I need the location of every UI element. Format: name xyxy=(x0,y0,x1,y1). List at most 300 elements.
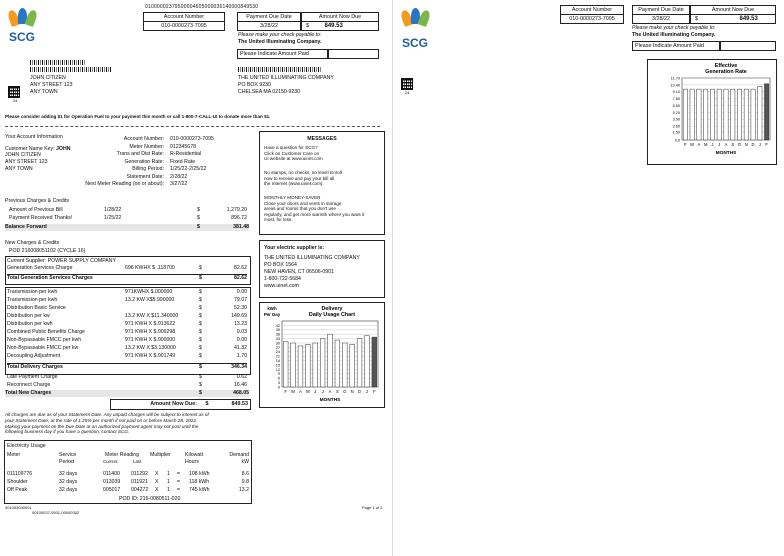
balance-label: Balance Forward xyxy=(5,224,47,230)
usage-h-multiplier: Multiplier xyxy=(150,452,171,458)
field-label: Next Meter Reading (on or about): xyxy=(85,181,164,187)
amount-due-value: 849.53 xyxy=(324,23,343,29)
new-charges-title: New Charges & Credits xyxy=(5,240,60,246)
message-1 xyxy=(264,145,323,162)
acct-customer-street: ANY STREET 123 xyxy=(5,159,48,165)
charge-currency: $ xyxy=(199,265,202,271)
customer-town: ANY TOWN xyxy=(30,89,58,95)
bar xyxy=(283,342,288,387)
charge-label: Distribution per kw xyxy=(7,313,50,319)
delivery-charge-row xyxy=(7,297,247,304)
charge-detail: 971KWHX $.000000 xyxy=(125,289,173,295)
charge-detail xyxy=(125,305,199,312)
customer-street: ANY STREET 123 xyxy=(30,82,73,88)
account-field-row xyxy=(60,159,250,166)
charge-detail: 13.2 KW X$5.990000 xyxy=(125,297,175,303)
charge-label: Combined Public Benefits Charge xyxy=(7,329,85,335)
charge-detail: 971 KWH X $.000000 xyxy=(125,337,176,343)
usage-cell-kwh: 108 kWh xyxy=(189,471,210,477)
charge-label: Generation Services Charge xyxy=(7,265,73,271)
account-field-row xyxy=(60,181,250,188)
field-value: Fixed Rate xyxy=(170,158,196,165)
charge-detail: 696 KWHX $ .118700 xyxy=(125,265,175,271)
charge-amount: 149.69 xyxy=(231,313,247,319)
messages-title: MESSAGES xyxy=(307,136,337,142)
usage-cell-mult: 1 xyxy=(167,471,170,477)
y-tick-label: 39 xyxy=(275,328,280,333)
bar xyxy=(758,86,762,140)
charge-detail: 971 KWH X $.013622 xyxy=(125,321,176,327)
charge-date: 1/28/22 xyxy=(104,207,122,213)
bar xyxy=(350,344,355,387)
x-tick-label: J xyxy=(718,142,721,147)
charge-currency: $ xyxy=(199,289,202,295)
x-tick-label: F xyxy=(373,389,376,394)
y-tick-label: 11.70 xyxy=(670,76,680,81)
x-tick-label: N xyxy=(350,389,354,394)
usage-h-current: Current xyxy=(103,459,118,464)
chart-xlabel: MONTHS xyxy=(319,398,341,403)
charge-currency: $ xyxy=(199,329,202,335)
account-number-label: Account Number xyxy=(560,5,624,15)
charge-detail: 971 KWH X $.001749 xyxy=(125,353,176,359)
x-tick-label: F xyxy=(684,142,687,147)
message-line: Close your doors and vents in storage xyxy=(264,200,342,206)
delivery-charge-row xyxy=(7,289,247,296)
field-label: Account Number: xyxy=(123,136,164,142)
x-tick-label: M xyxy=(306,389,310,394)
company-city: CHELSEA MA 02150-9230 xyxy=(238,89,301,95)
new-total-row xyxy=(5,390,249,397)
amount-due-value-box xyxy=(690,14,776,24)
footnote xyxy=(5,412,209,435)
account-field-row xyxy=(60,166,250,173)
charge-date: 1/25/22 xyxy=(104,215,122,221)
page-number: Page 1 of 2 xyxy=(362,505,383,510)
account-field-row xyxy=(60,174,250,181)
gen-charge-row xyxy=(7,265,247,272)
footnote-line: following business day if you have a question, contact SCG. xyxy=(5,429,130,435)
x-tick-label: A xyxy=(299,389,302,394)
y-tick-label: 33 xyxy=(275,337,280,341)
delivery-charge-row xyxy=(7,353,247,360)
x-tick-label: S xyxy=(731,142,735,147)
balance-currency: $ xyxy=(197,224,200,230)
bill-page-2 xyxy=(393,0,784,556)
usage-h-meter: Meter xyxy=(7,452,21,458)
currency-symbol: $ xyxy=(695,16,698,22)
balance-forward-row xyxy=(5,224,249,231)
bar xyxy=(298,346,303,387)
supplier-line: PO BOX 1564 xyxy=(264,262,297,268)
charge-amount: 9.03 xyxy=(236,329,247,335)
bar xyxy=(365,336,370,387)
delivery-charge-row xyxy=(7,337,247,344)
due-date-value: 3/28/22 xyxy=(632,14,690,24)
footnote-line: your Statement Date, at the rate of 1.25% per month if not paid on or before March 28, 2022. xyxy=(5,417,198,423)
bar xyxy=(372,337,377,387)
usage-cell-last: 011921 xyxy=(131,479,148,485)
account-info-title: Your Account Information xyxy=(5,134,63,140)
prev-charges-title: Previous Charges & Credits xyxy=(5,198,70,204)
x-tick-label: M xyxy=(291,389,295,394)
supplier-line: THE UNITED ILLUMINATING COMPANY xyxy=(264,255,360,261)
generation-rate-chart xyxy=(648,60,776,164)
prev-charge-row xyxy=(9,215,249,222)
usage-cell-mult: 1 xyxy=(167,487,170,493)
logo-leaf-green-icon xyxy=(418,9,432,27)
x-tick-label: J xyxy=(314,389,317,394)
y-tick-label: 2.60 xyxy=(672,124,680,129)
charge-currency: $ xyxy=(197,215,200,221)
usage-h-kwh: Kilowatt Hours xyxy=(185,452,204,465)
x-tick-label: M xyxy=(690,142,694,147)
account-number-value: 010-0000273-7095 xyxy=(143,21,225,31)
usage-cell-meter: 011109776 xyxy=(7,471,33,477)
y-tick-label: 30 xyxy=(275,341,280,346)
field-label: Billing Period: xyxy=(132,166,164,172)
qr-caption: 24 xyxy=(405,90,410,95)
acct-customer-town: ANY TOWN xyxy=(5,166,33,172)
charge-detail: 13.2 KW X $3.130000 xyxy=(125,345,176,351)
x-tick-label: A xyxy=(697,142,701,147)
message-line: now to receive and pay your bill all xyxy=(264,175,335,181)
charge-amount: 0.00 xyxy=(236,289,247,295)
usage-cell-meter: Off Peak xyxy=(7,487,28,493)
usage-cell-kwh: 745 kWh xyxy=(189,487,210,493)
logo-text: SCG xyxy=(402,36,429,50)
supplier-line: NEW HAVEN, CT 06506-0901 xyxy=(264,269,334,275)
qr-caption: 24 xyxy=(13,98,18,103)
total-value: 346.34 xyxy=(231,364,247,370)
total-label: Total New Charges xyxy=(5,390,52,396)
delivery-charge-row xyxy=(7,345,247,352)
y-tick-label: 3 xyxy=(277,381,280,385)
message-line: Click on Customer Care on xyxy=(264,150,320,156)
field-label: Meter Number: xyxy=(129,143,164,150)
field-value: 012345678 xyxy=(170,143,196,150)
footnote-line: Making your payment on the Due Date at an authorized payment agent may not post until the xyxy=(5,423,199,429)
bar xyxy=(690,89,694,140)
amount-now-due-value: 849.53 xyxy=(231,401,248,407)
chart-title: Daily Usage Chart xyxy=(308,312,356,318)
x-tick-label: A xyxy=(328,389,332,394)
barcode-customer-2 xyxy=(30,67,112,72)
delivery-charge-row xyxy=(7,313,247,320)
field-value: 1/25/22-2/25/22 xyxy=(170,166,207,172)
charge-currency: $ xyxy=(199,305,202,311)
bar xyxy=(335,340,340,387)
message-line: the Internet (www.uinet.com). xyxy=(264,181,324,187)
charge-label: Amount of Previous Bill xyxy=(9,207,63,213)
y-tick-label: 21 xyxy=(275,354,280,359)
y-tick-label: 7.80 xyxy=(672,97,680,102)
charge-amount: 16.46 xyxy=(234,382,247,388)
message-line: regularly, and get more warmth where you want it xyxy=(264,211,365,217)
pod-line: POD 216008051102 (CYCLE 16) xyxy=(9,248,86,254)
prev-charge-row xyxy=(9,207,249,214)
charge-amount: 896.72 xyxy=(231,215,247,221)
charge-label: Late Payment Charge xyxy=(7,374,58,380)
supplier-title: Your electric supplier is: xyxy=(264,245,325,251)
usage-title: Electricity Usage xyxy=(7,443,46,449)
x-tick-label: O xyxy=(343,389,347,394)
usage-h-demand: Demand kW xyxy=(229,452,249,465)
charge-label: Reconnect Charge xyxy=(7,382,51,388)
total-currency: $ xyxy=(199,275,202,281)
usage-cell-eq: = xyxy=(177,487,181,493)
bar xyxy=(328,334,333,387)
chart-title: Delivery xyxy=(321,306,343,312)
barcode-company xyxy=(238,67,322,72)
message-line: UI website at www.uinet.com xyxy=(264,156,323,162)
message-3 xyxy=(264,195,364,223)
y-tick-label: 3.90 xyxy=(672,117,680,122)
account-field-row xyxy=(60,151,250,158)
chart-title: Effective xyxy=(714,63,738,69)
field-value: R-Residential xyxy=(170,151,202,157)
y-tick-label: 18 xyxy=(275,359,280,363)
usage-cell-current: 005017 xyxy=(103,487,121,493)
scg-logo xyxy=(400,6,432,50)
x-tick-label: O xyxy=(737,142,742,147)
account-field-row xyxy=(60,136,250,143)
footnote-line: All charges are due as of your Statement Date. Any unpaid charges will be subject to interest as of xyxy=(5,412,209,417)
currency-symbol: $ xyxy=(306,23,309,29)
total-label: Total Generation Services Charges xyxy=(7,275,93,281)
y-tick-label: 24 xyxy=(275,350,280,355)
y-tick-label: 12 xyxy=(275,367,280,372)
message-line: No stamps, no checks, no level! Enroll xyxy=(264,170,342,175)
x-tick-label: A xyxy=(724,142,728,147)
chart-xlabel: MONTHS xyxy=(715,151,737,156)
bar xyxy=(731,89,735,140)
acct-customer-name: JOHN CITIZEN xyxy=(5,152,41,158)
usage-cell-kwh: 118 kWh xyxy=(189,479,210,485)
chart-ylabel: kWh xyxy=(267,306,277,311)
usage-cell-current: 011400 xyxy=(103,471,120,477)
charge-amount: 79.07 xyxy=(234,297,247,303)
customer-name-key-label: Customer Name Key: xyxy=(5,146,55,152)
x-tick-label: D xyxy=(751,142,755,147)
usage-cell-last: 011292 xyxy=(131,471,148,477)
usage-cell-demand: 13.2 xyxy=(238,487,249,493)
footer-code-2: 00100037-0501-00000302 xyxy=(32,510,80,515)
amount-due-label: Amount Now Due xyxy=(690,5,776,15)
charge-label: Payment Received Thanks! xyxy=(9,215,73,221)
charge-label: Transmission per kwh xyxy=(7,297,58,303)
charge-label: Distribution Basic Service xyxy=(7,305,66,311)
indicate-amount-label: Please Indicate Amount Paid xyxy=(632,41,720,51)
payable-note: Please make your check payable to: xyxy=(632,25,716,31)
amount-now-due-row xyxy=(111,401,250,408)
donation-note: Please consider adding $1 for Operation Fuel to your payment this month or call 1-800-7-CALL-UI to donate more than $1. xyxy=(5,114,271,119)
usage-cell-meter: Shoulder xyxy=(7,479,28,485)
usage-cell-current: 013039 xyxy=(103,479,121,485)
x-tick-label: M xyxy=(703,142,708,147)
amount-now-due-box xyxy=(110,399,251,410)
x-tick-label: S xyxy=(335,389,339,394)
total-currency: $ xyxy=(199,364,202,370)
total-value: 468.05 xyxy=(233,390,249,396)
field-value: 010-0000273-7095 xyxy=(170,136,214,142)
charge-amount: 0.00 xyxy=(236,337,247,343)
charge-amount: 52.30 xyxy=(234,305,247,311)
usage-cell-x: X xyxy=(155,487,159,493)
x-tick-label: F xyxy=(765,142,768,147)
usage-cell-eq: = xyxy=(177,471,181,477)
bar xyxy=(737,89,741,140)
supplier-box xyxy=(259,240,385,298)
bar xyxy=(764,84,768,140)
x-tick-label: J xyxy=(321,389,324,394)
amount-paid-field[interactable] xyxy=(327,49,379,59)
y-tick-label: 36 xyxy=(275,332,280,337)
logo-leaf-green-icon xyxy=(25,9,39,27)
payable-to: The United Illuminating Company. xyxy=(632,32,716,38)
messages-box xyxy=(259,131,385,235)
charge-currency: $ xyxy=(199,337,202,343)
scg-logo xyxy=(7,6,39,46)
delivery-charge-row xyxy=(7,321,247,328)
chart-ylabel: Per Day xyxy=(263,312,281,317)
x-tick-label: F xyxy=(284,389,287,394)
bar xyxy=(305,344,310,387)
usage-cell-demand: 8.6 xyxy=(241,471,249,477)
charge-currency: $ xyxy=(199,297,202,303)
usage-cell-period: 32 days xyxy=(59,471,78,477)
bar xyxy=(724,89,728,140)
usage-row xyxy=(5,479,251,486)
other-charge-row xyxy=(7,374,247,381)
usage-cell-x: X xyxy=(155,471,159,477)
x-tick-label: D xyxy=(358,389,362,394)
field-label: Trans and Dist Rate: xyxy=(116,151,164,157)
field-value: 2/28/22 xyxy=(170,173,188,180)
bar xyxy=(744,89,748,140)
x-tick-label: J xyxy=(365,389,368,394)
company-pobox: PO BOX 9230 xyxy=(238,82,271,88)
message-line: areas and rooms that you don't use xyxy=(264,206,336,212)
customer-name: JOHN CITIZEN xyxy=(30,75,66,81)
charge-currency: $ xyxy=(197,207,200,213)
charge-amount: 82.62 xyxy=(234,265,247,271)
bar xyxy=(697,89,701,140)
y-tick-label: 6 xyxy=(277,376,280,381)
usage-pod-id: POD ID: 216-0080511-020 xyxy=(119,496,181,502)
bar xyxy=(313,343,318,387)
usage-cell-x: X xyxy=(155,479,159,485)
other-charge-row xyxy=(7,382,247,389)
delivery-charge-row xyxy=(7,305,247,312)
usage-h-reading: Meter Reading xyxy=(105,452,140,458)
charge-currency: $ xyxy=(199,321,202,327)
charge-detail: 971 KWH X $.009298 xyxy=(125,329,176,335)
amount-due-label: Amount Now Due xyxy=(301,12,379,22)
charge-amount: 41.32 xyxy=(234,345,247,351)
y-tick-label: 15 xyxy=(275,363,280,368)
chart-title: Generation Rate xyxy=(705,69,747,75)
usage-cell-eq: = xyxy=(177,479,181,485)
barcode-customer xyxy=(30,60,86,65)
amount-due-value-box xyxy=(301,21,379,31)
charge-currency: $ xyxy=(199,313,202,319)
logo-text: SCG xyxy=(9,30,36,44)
payable-to: The United Illuminating Company. xyxy=(238,39,322,45)
y-tick-label: 9 xyxy=(277,372,280,377)
delivery-usage-chart xyxy=(260,303,384,407)
current-supplier: Current Supplier: POWER SUPPLY COMPANY xyxy=(7,258,116,264)
usage-cell-last: 004272 xyxy=(131,487,149,493)
usage-table xyxy=(4,440,252,504)
charge-currency: $ xyxy=(199,353,202,359)
y-tick-label: 9.10 xyxy=(672,90,680,95)
amount-now-due-currency: $ xyxy=(205,401,209,407)
y-tick-label: 10.40 xyxy=(670,83,680,88)
charge-label: Distribution per kwh xyxy=(7,321,53,327)
message-line: most, for less. xyxy=(264,217,293,223)
usage-cell-period: 32 days xyxy=(59,479,78,485)
charge-label: Transmission per kwh xyxy=(7,289,58,295)
delivery-chart-box xyxy=(259,302,385,408)
due-date-label: Payment Due Date xyxy=(632,5,690,15)
gen-total-row xyxy=(7,274,247,282)
usage-row xyxy=(5,487,251,494)
total-value: 82.62 xyxy=(234,275,247,281)
y-tick-label: 42 xyxy=(275,323,280,328)
charge-detail: 13.2 KW X $11.340000 xyxy=(125,313,179,319)
amount-paid-field[interactable] xyxy=(720,41,776,51)
total-currency: $ xyxy=(199,390,202,396)
charge-currency: $ xyxy=(199,374,202,380)
x-tick-label: J xyxy=(758,142,761,147)
charge-currency: $ xyxy=(199,345,202,351)
charge-amount: 1,279.20 xyxy=(226,207,247,213)
account-number-label: Account Number xyxy=(143,12,225,22)
bar xyxy=(710,89,714,140)
charge-label: Non-Bypassable FMCC per kw xyxy=(7,345,79,351)
delivery-charge-row xyxy=(7,329,247,336)
customer-name-key-value: JOHN xyxy=(56,146,71,152)
bar xyxy=(320,339,325,387)
y-tick-label: 6.50 xyxy=(672,103,680,108)
x-tick-label: J xyxy=(711,142,714,147)
account-number-value: 010-0000273-7095 xyxy=(560,14,624,24)
bar xyxy=(357,339,362,387)
charge-amount: 13.23 xyxy=(234,321,247,327)
charge-label: Non-Bypassable FMCC per kwh xyxy=(7,337,82,343)
company-name: THE UNITED ILLUMINATING COMPANY xyxy=(238,75,334,81)
message-line: Have a question for SCG? xyxy=(264,145,318,150)
indicate-amount-label: Please Indicate Amount Paid xyxy=(237,49,329,59)
usage-cell-demand: 9.8 xyxy=(241,479,249,485)
scanline: 01000002379500004605000036140000849530 xyxy=(145,4,259,10)
bar xyxy=(717,89,721,140)
account-field-row xyxy=(60,144,250,151)
message-2 xyxy=(264,170,342,187)
footer-code-1: 001003040001 xyxy=(5,505,32,510)
due-date-value: 3/28/22 xyxy=(237,21,301,31)
message-line: MONTHLY MONEY-SAVER xyxy=(264,195,321,200)
supplier-website[interactable]: www.uinet.com xyxy=(264,283,299,289)
generation-chart-box xyxy=(647,59,777,165)
bar xyxy=(342,343,347,387)
charge-amount: 0.62 xyxy=(236,374,247,380)
total-label: Total Delivery Charges xyxy=(7,364,63,370)
due-date-label: Payment Due Date xyxy=(237,12,301,22)
supplier-line: 1-800-722-5684 xyxy=(264,276,301,282)
usage-cell-period: 32 days xyxy=(59,487,78,493)
